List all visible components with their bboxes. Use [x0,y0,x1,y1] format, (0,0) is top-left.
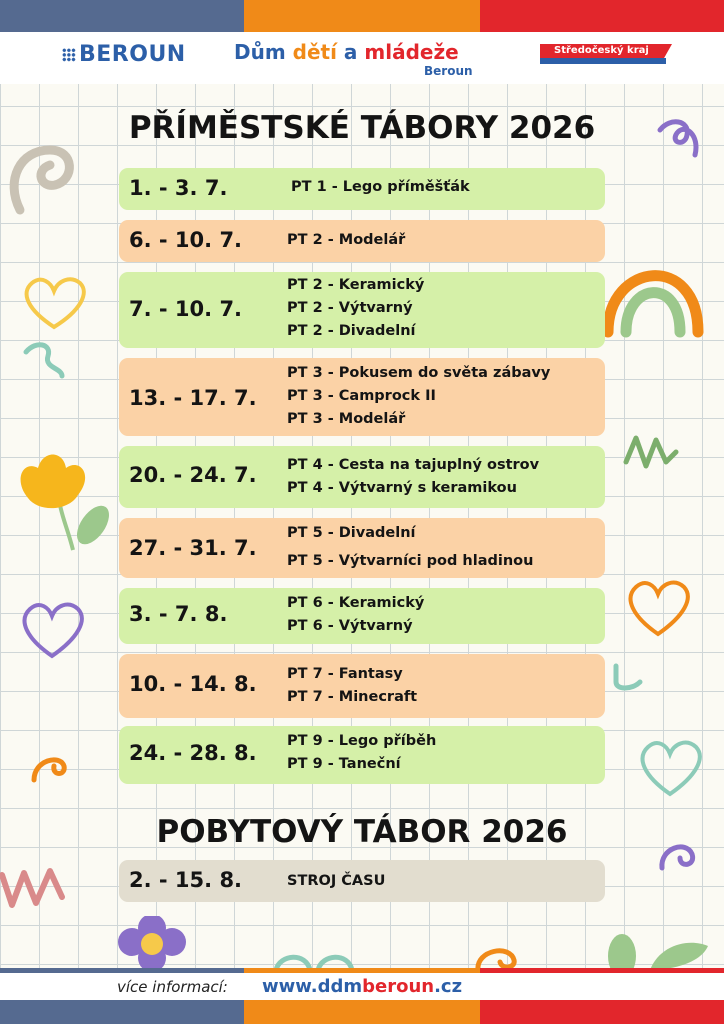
camp-program: PT 2 - Výtvarný [287,300,413,316]
camp-row [119,168,605,210]
org-name-1: Dům [234,40,293,64]
teal-squiggle-icon [22,340,66,380]
camp-program: PT 4 - Výtvarný s keramikou [287,480,517,496]
camp-row [119,588,605,644]
camp-row [119,518,605,578]
org-subtitle: Beroun [424,64,473,78]
stay-camp-program: STROJ ČASU [287,873,386,889]
camp-program: PT 2 - Keramický [287,277,425,293]
orange-swirl-icon [470,938,530,970]
camp-program: PT 6 - Výtvarný [287,618,413,634]
logo-grid-icon [62,48,76,62]
purple-heart-icon [16,600,88,662]
beroun-city-logo [62,42,186,67]
website-link[interactable] [262,976,462,997]
camp-row [119,446,605,508]
teal-hook-icon [610,662,646,692]
camp-program: PT 2 - Divadelní [287,323,416,339]
camp-programs [287,663,417,709]
camp-program: PT 7 - Fantasy [287,666,403,682]
camp-row [119,220,605,262]
more-info-label: více informací: [117,978,228,996]
camp-date: 3. - 7. 8. [129,602,228,626]
camp-program: PT 4 - Cesta na tajuplný ostrov [287,457,540,473]
camp-programs [287,730,436,776]
camp-program: PT 2 - Modelář [287,232,406,248]
yellow-flower-icon [8,450,118,560]
green-leaves-icon [600,924,710,970]
camp-program: PT 3 - Modelář [287,411,406,427]
website-part: beroun [362,976,435,997]
camp-date: 10. - 14. 8. [129,672,257,696]
stay-camp-row [119,860,605,902]
camp-date: 24. - 28. 8. [129,741,257,765]
camp-program: PT 5 - Divadelní [287,525,416,541]
camp-programs [291,176,470,199]
yellow-heart-icon [18,275,90,335]
camp-programs [287,454,539,500]
page-title-stay-camp: POBYTOVÝ TÁBOR 2026 [156,814,568,850]
website-part: ddm [317,976,363,997]
orange-curl-icon [30,750,80,786]
city-logo-text: BEROUN [79,42,186,67]
camp-program: PT 3 - Pokusem do světa zábavy [287,365,551,381]
camp-date: 1. - 3. 7. [129,176,228,200]
camp-program: PT 5 - Výtvarníci pod hladinou [287,553,534,569]
org-name-4: mládeže [364,40,459,64]
page-title-day-camps: PŘÍMĚSTSKÉ TÁBORY 2026 [128,110,596,146]
pink-zigzag-icon [0,855,70,915]
camp-program: PT 7 - Minecraft [287,689,418,705]
green-zigzag-icon [620,432,680,480]
camp-row [119,358,605,436]
camp-programs [287,362,550,431]
camp-date: 6. - 10. 7. [129,228,243,252]
rainbow-icon [598,232,708,352]
purple-flower-icon [110,916,194,970]
org-name-2: dětí [292,40,337,64]
camp-programs [287,522,533,573]
website-part: www. [262,976,318,997]
camp-date: 7. - 10. 7. [129,297,243,321]
camp-programs [287,229,405,252]
camp-program: PT 3 - Camprock II [287,388,436,404]
region-logo [540,44,672,66]
camp-program: PT 1 - Lego příměšťák [291,179,470,195]
camp-program: PT 9 - Taneční [287,756,401,772]
camp-programs [287,274,424,343]
camp-date: 20. - 24. 7. [129,463,257,487]
orange-heart-icon [622,578,694,640]
top-color-bar [0,0,724,32]
camp-row [119,654,605,718]
camp-program: PT 9 - Lego příběh [287,733,437,749]
org-name-3: a [336,40,365,64]
camp-row [119,726,605,784]
region-label: Středočeský kraj [554,45,649,56]
teal-heart-icon [634,738,706,800]
camp-program: PT 6 - Keramický [287,595,425,611]
teal-arc-icon [270,950,360,970]
stay-camp-date: 2. - 15. 8. [129,868,243,892]
camp-date: 27. - 31. 7. [129,536,257,560]
website-part: .cz [434,976,463,997]
camp-date: 13. - 17. 7. [129,386,257,410]
camp-programs [287,592,424,638]
camp-row [119,272,605,348]
camp-programs [287,870,385,893]
ddm-logo [234,40,459,64]
